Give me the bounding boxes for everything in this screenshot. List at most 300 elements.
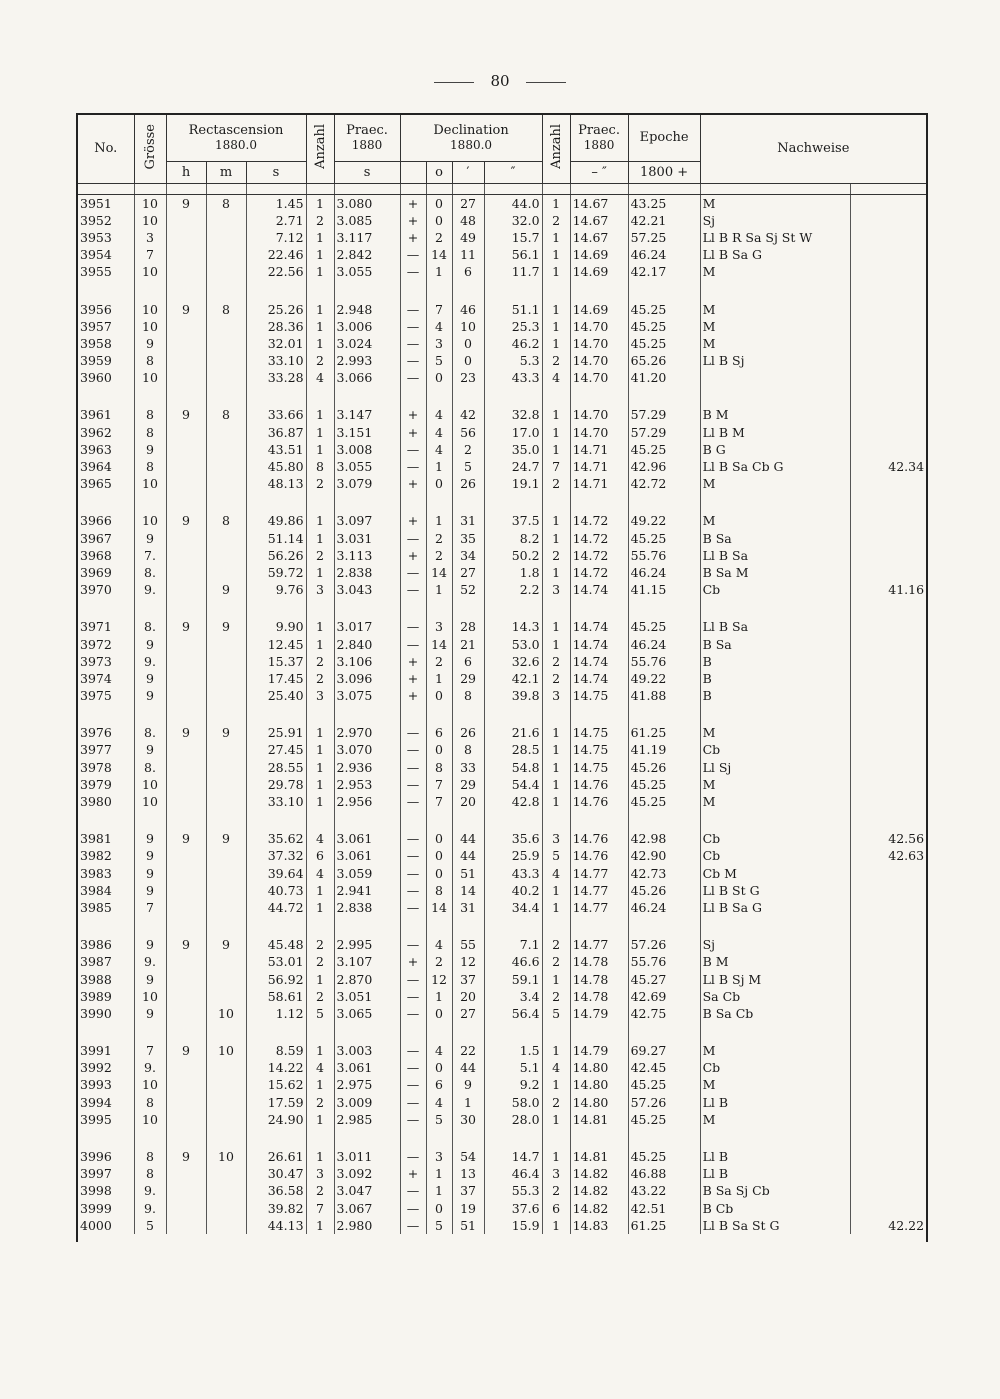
- cell-margin-note: [850, 936, 926, 953]
- header-rule-cell: [334, 183, 400, 194]
- cell-groesse: 10: [134, 194, 166, 212]
- gap-cell: [400, 1128, 426, 1148]
- cell-epoche: 55.76: [628, 653, 700, 670]
- cell-ra-s: 56.92: [246, 970, 306, 987]
- cell-ra-h: [166, 547, 206, 564]
- cell-decl-sign: —: [400, 970, 426, 987]
- gap-cell: [484, 810, 542, 830]
- cell-ra-h: 9: [166, 830, 206, 847]
- gap-cell: [426, 280, 452, 300]
- cell-praec2: 14.70: [570, 369, 628, 386]
- cell-decl-sign: —: [400, 1005, 426, 1022]
- cell-ra-s: 33.10: [246, 352, 306, 369]
- group-gap: [78, 1022, 926, 1042]
- gap-cell: [628, 1022, 700, 1042]
- cell-margin-note: [850, 670, 926, 687]
- cell-ra-m: [206, 530, 246, 547]
- cell-nachweise: M: [700, 1076, 850, 1093]
- cell-praec1: 2.970: [334, 724, 400, 741]
- cell-decl-min: 27: [452, 194, 484, 212]
- cell-praec2: 14.75: [570, 741, 628, 758]
- cell-decl-sec: 35.6: [484, 830, 542, 847]
- cell-margin-note: 42.34: [888, 459, 925, 475]
- cell-no: 3966: [78, 512, 134, 529]
- cell-ra-h: [166, 741, 206, 758]
- cell-praec2: 14.81: [570, 1111, 628, 1128]
- gap-cell: [166, 1022, 206, 1042]
- cell-margin-note: [850, 406, 926, 423]
- cell-no: 3994: [78, 1094, 134, 1111]
- gap-cell: [246, 492, 306, 512]
- cell-ra-s: 56.26: [246, 547, 306, 564]
- cell-decl-sec: 46.4: [484, 1165, 542, 1182]
- cell-decl-sign: —: [400, 635, 426, 652]
- table-row: [78, 759, 926, 776]
- cell-anzahl2: 1: [542, 970, 570, 987]
- cell-ra-s: 8.59: [246, 1042, 306, 1059]
- header-rule-cell: [166, 183, 206, 194]
- col-praec1-header: [334, 115, 400, 161]
- cell-decl-min: 26: [452, 475, 484, 492]
- cell-ra-h: [166, 776, 206, 793]
- table-row: [78, 1111, 926, 1128]
- cell-ra-m: 8: [206, 300, 246, 317]
- cell-nachweise: Sj: [700, 212, 850, 229]
- table-row: [78, 635, 926, 652]
- cell-ra-h: [166, 1094, 206, 1111]
- cell-ra-m: 9: [206, 618, 246, 635]
- cell-decl-min: 28: [452, 618, 484, 635]
- cell-ra-s: 32.01: [246, 335, 306, 352]
- cell-praec1: 3.008: [334, 441, 400, 458]
- table-row: [78, 953, 926, 970]
- cell-ra-s: 35.62: [246, 830, 306, 847]
- cell-no: 3990: [78, 1005, 134, 1022]
- cell-anzahl2: 1: [542, 759, 570, 776]
- gap-cell: [400, 280, 426, 300]
- cell-ra-m: [206, 1217, 246, 1234]
- cell-ra-s: 59.72: [246, 564, 306, 581]
- cell-decl-sign: —: [400, 793, 426, 810]
- cell-epoche: 45.25: [628, 776, 700, 793]
- cell-groesse: 10: [134, 263, 166, 280]
- cell-decl-sec: 32.8: [484, 406, 542, 423]
- cell-decl-deg: 0: [426, 741, 452, 758]
- cell-decl-min: 1: [452, 1094, 484, 1111]
- gap-cell: [700, 1022, 850, 1042]
- gap-cell: [306, 386, 334, 406]
- cell-margin-note: [850, 953, 926, 970]
- cell-decl-sign: —: [400, 988, 426, 1005]
- cell-decl-deg: 1: [426, 1182, 452, 1199]
- gap-cell: [484, 598, 542, 618]
- cell-decl-min: 27: [452, 564, 484, 581]
- cell-anzahl1: 4: [306, 369, 334, 386]
- cell-nachweise: Cb: [700, 830, 850, 847]
- cell-decl-min: 13: [452, 1165, 484, 1182]
- cell-nachweise: B Sa: [700, 530, 850, 547]
- cell-decl-sec: 51.1: [484, 300, 542, 317]
- cell-decl-deg: 4: [426, 424, 452, 441]
- cell-groesse: 8: [134, 424, 166, 441]
- cell-praec1: 3.061: [334, 830, 400, 847]
- cell-margin-note: [850, 263, 926, 280]
- cell-no: 3987: [78, 953, 134, 970]
- cell-margin-note: [850, 1182, 926, 1199]
- header-rule-cell: [400, 183, 426, 194]
- page-number-dash-left: [434, 82, 474, 83]
- cell-decl-sec: 19.1: [484, 475, 542, 492]
- cell-ra-h: [166, 865, 206, 882]
- table-row: [78, 335, 926, 352]
- cell-ra-m: [206, 988, 246, 1005]
- cell-no: 3968: [78, 547, 134, 564]
- cell-praec2: 14.75: [570, 724, 628, 741]
- cell-margin-note: [850, 724, 926, 741]
- page-number: [0, 72, 1000, 90]
- group-gap: [78, 810, 926, 830]
- cell-decl-deg: 4: [426, 1042, 452, 1059]
- cell-decl-deg: 0: [426, 212, 452, 229]
- cell-ra-s: 58.61: [246, 988, 306, 1005]
- cell-decl-deg: 0: [426, 847, 452, 864]
- cell-decl-sign: —: [400, 530, 426, 547]
- cell-no: 3981: [78, 830, 134, 847]
- cell-decl-sec: 42.8: [484, 793, 542, 810]
- cell-decl-sign: +: [400, 687, 426, 704]
- cell-decl-sec: 14.3: [484, 618, 542, 635]
- cell-decl-sign: —: [400, 899, 426, 916]
- cell-nachweise: Sj: [700, 936, 850, 953]
- cell-ra-s: 51.14: [246, 530, 306, 547]
- cell-praec2: 14.72: [570, 547, 628, 564]
- cell-decl-sign: —: [400, 741, 426, 758]
- cell-praec2: 14.70: [570, 335, 628, 352]
- cell-decl-sec: 46.6: [484, 953, 542, 970]
- cell-decl-sign: —: [400, 1182, 426, 1199]
- gap-cell: [700, 386, 850, 406]
- gap-cell: [306, 492, 334, 512]
- cell-ra-m: [206, 776, 246, 793]
- cell-margin-note: [850, 741, 926, 758]
- cell-ra-s: 49.86: [246, 512, 306, 529]
- cell-ra-s: 25.26: [246, 300, 306, 317]
- cell-margin-note: [850, 229, 926, 246]
- cell-groesse: 8: [134, 458, 166, 475]
- cell-ra-s: 44.13: [246, 1217, 306, 1234]
- cell-decl-sign: —: [400, 581, 426, 598]
- cell-ra-m: 10: [206, 1005, 246, 1022]
- cell-no: 3955: [78, 263, 134, 280]
- cell-decl-deg: 3: [426, 335, 452, 352]
- cell-margin-note: [850, 1076, 926, 1093]
- cell-praec2: 14.71: [570, 458, 628, 475]
- gap-cell: [570, 1022, 628, 1042]
- table-row: [78, 988, 926, 1005]
- cell-ra-m: [206, 369, 246, 386]
- cell-decl-sec: 54.4: [484, 776, 542, 793]
- cell-decl-deg: 1: [426, 512, 452, 529]
- gap-cell: [166, 386, 206, 406]
- cell-praec2: 14.67: [570, 212, 628, 229]
- gap-cell: [542, 280, 570, 300]
- cell-epoche: 61.25: [628, 1217, 700, 1234]
- cell-decl-deg: 2: [426, 653, 452, 670]
- cell-anzahl1: 1: [306, 1076, 334, 1093]
- cell-decl-deg: 8: [426, 882, 452, 899]
- gap-cell: [166, 810, 206, 830]
- cell-anzahl1: 2: [306, 1094, 334, 1111]
- cell-nachweise: M: [700, 512, 850, 529]
- cell-ra-s: 28.36: [246, 318, 306, 335]
- gap-cell: [542, 598, 570, 618]
- table-row: [78, 229, 926, 246]
- table-row: [78, 793, 926, 810]
- cell-decl-deg: 0: [426, 475, 452, 492]
- gap-cell: [334, 1128, 400, 1148]
- col-praec2-year: 1880: [583, 138, 615, 153]
- gap-cell: [850, 704, 926, 724]
- cell-praec2: 14.83: [570, 1217, 628, 1234]
- cell-anzahl2: 2: [542, 212, 570, 229]
- cell-praec1: 3.066: [334, 369, 400, 386]
- cell-decl-sec: 43.3: [484, 369, 542, 386]
- cell-anzahl1: 1: [306, 300, 334, 317]
- cell-groesse: 9: [134, 635, 166, 652]
- cell-decl-deg: 2: [426, 530, 452, 547]
- cell-no: 3985: [78, 899, 134, 916]
- cell-ra-m: [206, 212, 246, 229]
- cell-decl-sign: —: [400, 1200, 426, 1217]
- cell-anzahl1: 1: [306, 1042, 334, 1059]
- cell-epoche: 45.25: [628, 300, 700, 317]
- cell-decl-deg: 8: [426, 759, 452, 776]
- cell-decl-min: 33: [452, 759, 484, 776]
- cell-no: 3961: [78, 406, 134, 423]
- cell-decl-sec: 1.5: [484, 1042, 542, 1059]
- cell-groesse: 9.: [134, 653, 166, 670]
- cell-epoche: 45.25: [628, 618, 700, 635]
- cell-groesse: 10: [134, 988, 166, 1005]
- group-gap: [78, 492, 926, 512]
- cell-praec1: 3.075: [334, 687, 400, 704]
- cell-ra-s: 7.12: [246, 229, 306, 246]
- cell-ra-s: 15.37: [246, 653, 306, 670]
- cell-decl-min: 51: [452, 1217, 484, 1234]
- cell-margin-note: 42.56: [888, 831, 925, 847]
- cell-decl-sign: —: [400, 352, 426, 369]
- cell-ra-s: 12.45: [246, 635, 306, 652]
- cell-ra-h: [166, 581, 206, 598]
- gap-cell: [78, 1022, 134, 1042]
- cell-decl-sign: —: [400, 776, 426, 793]
- cell-epoche: 42.51: [628, 1200, 700, 1217]
- col-decl-min-unit: ′: [452, 161, 484, 183]
- cell-nachweise: B: [700, 653, 850, 670]
- cell-praec1: 3.024: [334, 335, 400, 352]
- table-row: [78, 776, 926, 793]
- table-row: [78, 424, 926, 441]
- cell-anzahl1: 2: [306, 953, 334, 970]
- cell-anzahl1: 1: [306, 741, 334, 758]
- gap-cell: [334, 280, 400, 300]
- cell-margin-note: [850, 776, 926, 793]
- cell-praec2: 14.70: [570, 318, 628, 335]
- cell-decl-min: 6: [452, 263, 484, 280]
- cell-anzahl1: 7: [306, 1200, 334, 1217]
- cell-decl-sec: 14.7: [484, 1148, 542, 1165]
- cell-nachweise: Ll Sj: [700, 759, 850, 776]
- cell-anzahl2: 2: [542, 352, 570, 369]
- cell-decl-deg: 0: [426, 865, 452, 882]
- gap-cell: [400, 810, 426, 830]
- cell-decl-deg: 2: [426, 229, 452, 246]
- cell-decl-deg: 1: [426, 670, 452, 687]
- cell-margin-note: [850, 1165, 926, 1182]
- gap-cell: [452, 704, 484, 724]
- cell-decl-deg: 4: [426, 936, 452, 953]
- gap-cell: [134, 916, 166, 936]
- cell-praec2: 14.69: [570, 300, 628, 317]
- cell-decl-deg: 6: [426, 724, 452, 741]
- cell-decl-sign: +: [400, 953, 426, 970]
- cell-decl-sign: —: [400, 1076, 426, 1093]
- gap-cell: [570, 598, 628, 618]
- cell-groesse: 8: [134, 352, 166, 369]
- cell-decl-sign: —: [400, 1094, 426, 1111]
- col-nachweise-header: Nachweise: [700, 115, 926, 183]
- cell-ra-m: [206, 352, 246, 369]
- cell-margin-note: [850, 653, 926, 670]
- cell-nachweise: M: [700, 1111, 850, 1128]
- col-groesse-header: [134, 115, 166, 183]
- cell-decl-sign: +: [400, 212, 426, 229]
- cell-ra-m: [206, 953, 246, 970]
- cell-anzahl2: 1: [542, 1148, 570, 1165]
- cell-margin-note: [850, 988, 926, 1005]
- gap-cell: [306, 704, 334, 724]
- cell-decl-sec: 17.0: [484, 424, 542, 441]
- gap-cell: [484, 1128, 542, 1148]
- cell-nachweise: Ll B: [700, 1094, 850, 1111]
- gap-cell: [400, 1022, 426, 1042]
- cell-epoche: 46.24: [628, 635, 700, 652]
- cell-no: 3951: [78, 194, 134, 212]
- cell-ra-h: [166, 424, 206, 441]
- cell-decl-sec: 28.0: [484, 1111, 542, 1128]
- gap-cell: [700, 810, 850, 830]
- cell-no: 4000: [78, 1217, 134, 1234]
- cell-decl-sign: —: [400, 263, 426, 280]
- table-row: [78, 882, 926, 899]
- cell-decl-sign: —: [400, 246, 426, 263]
- cell-anzahl1: 1: [306, 318, 334, 335]
- cell-ra-h: 9: [166, 512, 206, 529]
- cell-praec2: 14.77: [570, 936, 628, 953]
- cell-epoche: 61.25: [628, 724, 700, 741]
- cell-nachweise: Cb: [700, 741, 850, 758]
- cell-epoche: 41.88: [628, 687, 700, 704]
- cell-nachweise: Ll B Sj M: [700, 970, 850, 987]
- cell-praec2: 14.82: [570, 1182, 628, 1199]
- gap-cell: [334, 598, 400, 618]
- cell-groesse: 9: [134, 670, 166, 687]
- catalog-frame: [76, 113, 928, 1242]
- table-row: [78, 547, 926, 564]
- cell-ra-h: 9: [166, 300, 206, 317]
- cell-decl-min: 21: [452, 635, 484, 652]
- cell-epoche: 46.24: [628, 564, 700, 581]
- cell-margin-note: [850, 1200, 926, 1217]
- cell-decl-min: 19: [452, 1200, 484, 1217]
- cell-margin-note: [850, 318, 926, 335]
- cell-anzahl1: 2: [306, 1182, 334, 1199]
- gap-cell: [400, 704, 426, 724]
- cell-praec1: 2.936: [334, 759, 400, 776]
- cell-epoche: 57.26: [628, 1094, 700, 1111]
- cell-ra-h: [166, 475, 206, 492]
- gap-cell: [400, 492, 426, 512]
- cell-nachweise: B G: [700, 441, 850, 458]
- cell-decl-sign: —: [400, 830, 426, 847]
- cell-groesse: 9: [134, 936, 166, 953]
- cell-ra-m: [206, 424, 246, 441]
- cell-epoche: 42.72: [628, 475, 700, 492]
- cell-decl-deg: 14: [426, 564, 452, 581]
- gap-cell: [246, 1022, 306, 1042]
- cell-decl-min: 5: [452, 458, 484, 475]
- cell-no: 3995: [78, 1111, 134, 1128]
- cell-epoche: 45.25: [628, 793, 700, 810]
- cell-ra-m: [206, 759, 246, 776]
- cell-no: 3993: [78, 1076, 134, 1093]
- cell-praec1: 3.080: [334, 194, 400, 212]
- table-row: [78, 581, 926, 598]
- cell-no: 3959: [78, 352, 134, 369]
- cell-decl-deg: 4: [426, 1094, 452, 1111]
- gap-cell: [452, 280, 484, 300]
- cell-praec1: 2.953: [334, 776, 400, 793]
- table-row: [78, 1094, 926, 1111]
- cell-margin-note: [850, 564, 926, 581]
- cell-groesse: 7: [134, 246, 166, 263]
- gap-cell: [570, 492, 628, 512]
- table-row: [78, 441, 926, 458]
- gap-cell: [426, 598, 452, 618]
- table-row: [78, 670, 926, 687]
- gap-cell: [426, 1022, 452, 1042]
- cell-margin-note: [850, 424, 926, 441]
- cell-nachweise: Ll B: [700, 1165, 850, 1182]
- cell-ra-s: 24.90: [246, 1111, 306, 1128]
- cell-nachweise: M: [700, 300, 850, 317]
- cell-decl-sec: 55.3: [484, 1182, 542, 1199]
- gap-cell: [628, 916, 700, 936]
- cell-decl-deg: 14: [426, 635, 452, 652]
- gap-cell: [700, 492, 850, 512]
- gap-cell: [700, 598, 850, 618]
- cell-anzahl1: 1: [306, 635, 334, 652]
- cell-decl-min: 23: [452, 369, 484, 386]
- cell-nachweise: M: [700, 475, 850, 492]
- col-decl-header: [400, 115, 542, 161]
- cell-decl-min: 8: [452, 741, 484, 758]
- cell-groesse: 10: [134, 475, 166, 492]
- col-ra-h-unit: h: [166, 161, 206, 183]
- cell-praec1: 2.985: [334, 1111, 400, 1128]
- cell-epoche: 49.22: [628, 512, 700, 529]
- cell-groesse: 5: [134, 1217, 166, 1234]
